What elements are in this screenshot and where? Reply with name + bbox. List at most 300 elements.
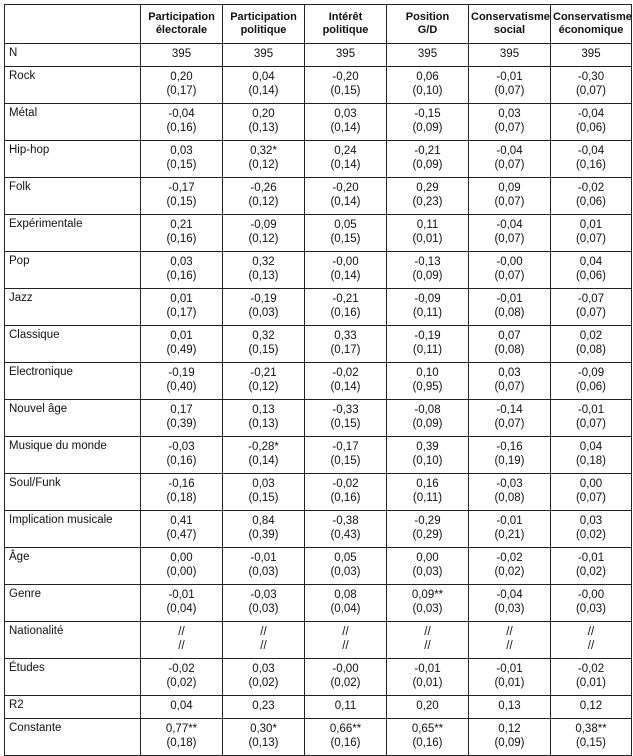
table-cell <box>469 44 551 67</box>
table-cell <box>141 400 223 437</box>
standard-error-value: (0,15) <box>248 492 279 504</box>
standard-error-value: (0,02) <box>166 677 197 689</box>
table-cell <box>223 400 305 437</box>
coefficient-value: // <box>424 626 431 638</box>
coefficient-value: -0,08 <box>414 404 441 416</box>
standard-error-value: (0,13) <box>248 737 279 749</box>
table-cell <box>223 289 305 326</box>
table-cell <box>141 585 223 622</box>
standard-error-value: (0,09) <box>494 737 525 749</box>
coefficient-value: 0,04 <box>579 441 603 453</box>
standard-error-value: (0,11) <box>412 307 443 319</box>
table-cell <box>223 622 305 659</box>
coefficient-value: 0,16 <box>416 478 439 490</box>
table-cell <box>141 215 223 252</box>
standard-error-value: (0,16) <box>166 233 197 245</box>
table-cell <box>305 104 387 141</box>
table-cell <box>305 719 387 756</box>
standard-error-value: (0,16) <box>330 492 361 504</box>
standard-error-value: (0,15) <box>330 233 361 245</box>
table-row <box>5 511 632 548</box>
table-cell <box>387 585 469 622</box>
table-body <box>5 44 632 756</box>
table-row <box>5 585 632 622</box>
coefficient-value: 0,03 <box>170 256 193 268</box>
table-cell <box>223 67 305 104</box>
column-header: Conservatisme social <box>469 5 551 44</box>
coefficient-value: -0,01 <box>577 404 605 416</box>
table-cell <box>141 696 223 719</box>
standard-error-value: (0,00) <box>166 566 197 578</box>
standard-error-value: (0,13) <box>248 122 279 134</box>
coefficient-value: 0,09 <box>498 182 521 194</box>
coefficient-value: -0,01 <box>496 515 523 527</box>
table-cell <box>305 363 387 400</box>
standard-error-value: (0,17) <box>330 344 361 356</box>
coefficient-value: 0,84 <box>252 515 275 527</box>
table-cell <box>551 437 632 474</box>
table-cell <box>305 178 387 215</box>
standard-error-value: (0,07) <box>494 270 525 282</box>
table-cell <box>469 363 551 400</box>
coefficient-value: -0,26 <box>250 182 277 194</box>
table-cell <box>551 215 632 252</box>
coefficient-value: 0,66** <box>329 723 362 735</box>
coefficient-value: 0,00 <box>579 478 603 490</box>
standard-error-value: (0,02) <box>330 677 361 689</box>
coefficient-value: -0,30 <box>577 71 605 83</box>
table-cell <box>551 178 632 215</box>
row-label: Nouvel âge <box>5 400 141 437</box>
table-cell <box>469 548 551 585</box>
coefficient-value: -0,01 <box>168 589 195 601</box>
coefficient-value: 0,03 <box>498 108 521 120</box>
row-label: Âge <box>5 548 141 585</box>
standard-error-value: (0,16) <box>166 122 197 134</box>
standard-error-value: (0,18) <box>166 737 197 749</box>
table-cell <box>305 289 387 326</box>
coefficient-value: -0,03 <box>168 441 195 453</box>
standard-error-value: (0,16) <box>330 737 361 749</box>
coefficient-value: -0,03 <box>250 589 277 601</box>
coefficient-value: -0,02 <box>168 663 195 675</box>
table-cell <box>551 474 632 511</box>
row-label: Folk <box>5 178 141 215</box>
standard-error-value: (0,07) <box>494 122 525 134</box>
coefficient-value: 0,04 <box>252 71 275 83</box>
table-cell <box>305 622 387 659</box>
table-cell <box>223 511 305 548</box>
standard-error-value: (0,07) <box>575 418 607 430</box>
row-label: Jazz <box>5 289 141 326</box>
table-cell <box>223 437 305 474</box>
coefficient-value: 0,01 <box>170 293 193 305</box>
standard-error-value: (0,95) <box>412 381 443 393</box>
standard-error-value: (0,03) <box>575 603 607 615</box>
coefficient-value: -0,17 <box>168 182 195 194</box>
standard-error-value: (0,39) <box>248 529 279 541</box>
standard-error-value: (0,07) <box>494 196 525 208</box>
coefficient-value: 0,17 <box>170 404 193 416</box>
table-cell <box>387 363 469 400</box>
standard-error-value: (0,03) <box>248 566 279 578</box>
column-header: Position G/D <box>387 5 469 44</box>
table-row <box>5 400 632 437</box>
standard-error-value: (0,15) <box>330 418 361 430</box>
table-cell <box>223 326 305 363</box>
standard-error-value: (0,06) <box>575 196 607 208</box>
coefficient-value: // <box>587 626 595 638</box>
coefficient-value: -0,02 <box>496 552 523 564</box>
table-cell <box>305 511 387 548</box>
coefficient-value: 0,01 <box>579 219 603 231</box>
table-cell <box>469 622 551 659</box>
table-cell <box>469 474 551 511</box>
cell-value: 0,12 <box>579 700 603 712</box>
standard-error-value: (0,23) <box>412 196 443 208</box>
table-cell <box>387 178 469 215</box>
table-row <box>5 474 632 511</box>
standard-error-value: (0,15) <box>330 455 361 467</box>
standard-error-value: (0,18) <box>575 455 607 467</box>
table-cell <box>305 252 387 289</box>
coefficient-value: // <box>260 626 267 638</box>
standard-error-value: (0,07) <box>575 492 607 504</box>
coefficient-value: -0,20 <box>332 182 359 194</box>
table-cell <box>223 585 305 622</box>
coefficient-value: -0,00 <box>332 663 359 675</box>
table-cell <box>141 548 223 585</box>
coefficient-value: -0,01 <box>414 663 441 675</box>
coefficient-value: -0,01 <box>250 552 277 564</box>
coefficient-value: -0,21 <box>414 145 441 157</box>
coefficient-value: 0,30* <box>250 723 277 735</box>
row-label: Études <box>5 659 141 696</box>
standard-error-value: (0,09) <box>412 122 443 134</box>
table-cell <box>551 622 632 659</box>
table-cell <box>469 585 551 622</box>
standard-error-value: // <box>178 640 185 652</box>
standard-error-value: (0,14) <box>330 159 361 171</box>
table-cell <box>141 511 223 548</box>
table-cell <box>387 659 469 696</box>
coefficient-value: 0,21 <box>170 219 193 231</box>
table-cell <box>387 511 469 548</box>
standard-error-value: (0,16) <box>330 307 361 319</box>
table-row <box>5 659 632 696</box>
standard-error-value: (0,01) <box>494 677 525 689</box>
standard-error-value: (0,10) <box>412 455 443 467</box>
coefficient-value: -0,20 <box>332 71 359 83</box>
standard-error-value: (0,10) <box>412 85 443 97</box>
table-cell <box>387 141 469 178</box>
coefficient-value: 0,03 <box>579 515 603 527</box>
coefficient-value: -0,02 <box>577 663 605 675</box>
coefficient-value: 0,39 <box>416 441 439 453</box>
standard-error-value: (0,01) <box>412 677 443 689</box>
row-label: Rock <box>5 67 141 104</box>
coefficient-value: -0,09 <box>250 219 277 231</box>
standard-error-value: (0,03) <box>494 603 525 615</box>
cell-value: 0,20 <box>416 700 439 712</box>
row-label: Métal <box>5 104 141 141</box>
table-row <box>5 44 632 67</box>
table-row <box>5 622 632 659</box>
standard-error-value: (0,12) <box>248 381 279 393</box>
coefficient-value: 0,32 <box>252 256 275 268</box>
table-cell <box>387 719 469 756</box>
standard-error-value: (0,03) <box>412 603 443 615</box>
standard-error-value: (0,13) <box>248 418 279 430</box>
coefficient-value: 0,04 <box>579 256 603 268</box>
table-cell <box>387 252 469 289</box>
coefficient-value: -0,04 <box>168 108 195 120</box>
table-cell <box>141 289 223 326</box>
coefficient-value: -0,15 <box>414 108 441 120</box>
table-cell <box>387 215 469 252</box>
coefficient-value: -0,04 <box>577 145 605 157</box>
standard-error-value: // <box>587 640 595 652</box>
table-cell <box>141 659 223 696</box>
standard-error-value: (0,02) <box>494 566 525 578</box>
table-row <box>5 548 632 585</box>
coefficient-value: 0,12 <box>498 723 521 735</box>
table-cell <box>551 585 632 622</box>
standard-error-value: (0,02) <box>575 529 607 541</box>
cell-value: 0,23 <box>252 700 275 712</box>
cell-value: 395 <box>581 48 601 60</box>
standard-error-value: (0,03) <box>248 603 279 615</box>
table-row <box>5 326 632 363</box>
coefficient-value: -0,19 <box>250 293 277 305</box>
standard-error-value: (0,03) <box>330 566 361 578</box>
coefficient-value: 0,05 <box>334 219 357 231</box>
coefficient-value: 0,77** <box>165 723 198 735</box>
standard-error-value: (0,01) <box>412 233 443 245</box>
standard-error-value: // <box>342 640 349 652</box>
table-cell <box>469 400 551 437</box>
standard-error-value: (0,13) <box>248 270 279 282</box>
cell-value: 395 <box>335 48 356 60</box>
standard-error-value: (0,12) <box>248 159 279 171</box>
standard-error-value: (0,09) <box>412 418 443 430</box>
table-cell <box>223 659 305 696</box>
row-label: Musique du monde <box>5 437 141 474</box>
standard-error-value: (0,47) <box>166 529 197 541</box>
table-cell <box>551 141 632 178</box>
standard-error-value: (0,21) <box>494 529 525 541</box>
table-cell <box>305 659 387 696</box>
table-cell <box>387 622 469 659</box>
coefficient-value: -0,02 <box>332 478 359 490</box>
table-cell <box>305 548 387 585</box>
standard-error-value: (0,11) <box>412 492 443 504</box>
table-cell <box>387 289 469 326</box>
standard-error-value: (0,07) <box>494 418 525 430</box>
standard-error-value: (0,02) <box>248 677 279 689</box>
standard-error-value: (0,07) <box>575 307 607 319</box>
table-cell <box>305 474 387 511</box>
table-cell <box>469 511 551 548</box>
table-row <box>5 252 632 289</box>
column-header: Participation électorale <box>141 5 223 44</box>
table-cell <box>223 696 305 719</box>
coefficient-value: -0,19 <box>168 367 195 379</box>
standard-error-value: (0,15) <box>575 737 607 749</box>
coefficient-value: -0,09 <box>414 293 441 305</box>
table-row <box>5 67 632 104</box>
table-row <box>5 215 632 252</box>
coefficient-value: // <box>506 626 513 638</box>
coefficient-value: 0,65** <box>411 723 444 735</box>
table-cell <box>387 696 469 719</box>
standard-error-value: (0,16) <box>575 159 607 171</box>
row-label: Electronique <box>5 363 141 400</box>
coefficient-value: -0,04 <box>496 589 523 601</box>
standard-error-value: // <box>506 640 513 652</box>
coefficient-value: -0,01 <box>496 293 523 305</box>
standard-error-value: (0,14) <box>330 122 361 134</box>
table-cell <box>223 44 305 67</box>
table-cell <box>223 178 305 215</box>
coefficient-value: 0,03 <box>498 367 521 379</box>
table-cell <box>141 622 223 659</box>
row-label: Nationalité <box>5 622 141 659</box>
coefficient-value: // <box>342 626 349 638</box>
standard-error-value: (0,09) <box>412 270 443 282</box>
coefficient-value: -0,03 <box>496 478 523 490</box>
coefficient-value: 0,03 <box>252 663 275 675</box>
table-cell <box>141 252 223 289</box>
table-cell <box>305 215 387 252</box>
standard-error-value: (0,17) <box>166 85 197 97</box>
table-cell <box>223 719 305 756</box>
standard-error-value: (0,08) <box>575 344 607 356</box>
coefficient-value: -0,38 <box>332 515 359 527</box>
coefficient-value: -0,14 <box>496 404 523 416</box>
row-label: Constante <box>5 719 141 756</box>
standard-error-value: (0,04) <box>330 603 361 615</box>
table-cell <box>469 178 551 215</box>
table-cell <box>305 67 387 104</box>
table-row <box>5 363 632 400</box>
table-cell <box>551 67 632 104</box>
table-row <box>5 104 632 141</box>
table-cell <box>141 363 223 400</box>
coefficient-value: 0,01 <box>170 330 193 342</box>
row-label: Genre <box>5 585 141 622</box>
coefficient-value: -0,04 <box>496 219 523 231</box>
coefficient-value: -0,29 <box>414 515 441 527</box>
coefficient-value: 0,07 <box>498 330 521 342</box>
standard-error-value: (0,18) <box>166 492 197 504</box>
table-cell <box>223 548 305 585</box>
table-cell <box>551 548 632 585</box>
standard-error-value: (0,11) <box>412 344 443 356</box>
table-cell <box>387 104 469 141</box>
table-cell <box>469 141 551 178</box>
coefficient-value: 0,11 <box>416 219 439 231</box>
standard-error-value: (0,17) <box>166 307 197 319</box>
column-header: Participation politique <box>223 5 305 44</box>
coefficient-value: 0,10 <box>416 367 439 379</box>
standard-error-value: (0,03) <box>248 307 279 319</box>
coefficient-value: -0,17 <box>332 441 359 453</box>
coefficient-value: 0,00 <box>170 552 193 564</box>
cell-value: 395 <box>417 48 438 60</box>
coefficient-value: 0,20 <box>252 108 275 120</box>
row-label: Soul/Funk <box>5 474 141 511</box>
table-cell <box>305 696 387 719</box>
coefficient-value: -0,02 <box>577 182 605 194</box>
standard-error-value: (0,06) <box>575 270 607 282</box>
coefficient-value: -0,19 <box>414 330 441 342</box>
standard-error-value: (0,19) <box>494 455 525 467</box>
table-cell <box>469 67 551 104</box>
standard-error-value: (0,07) <box>494 381 525 393</box>
table-cell <box>387 67 469 104</box>
table-cell <box>387 474 469 511</box>
table-row <box>5 289 632 326</box>
table-cell <box>469 326 551 363</box>
table-cell <box>223 104 305 141</box>
standard-error-value: (0,09) <box>412 159 443 171</box>
coefficient-value: -0,04 <box>577 108 605 120</box>
table-cell <box>141 67 223 104</box>
standard-error-value: (0,14) <box>330 381 361 393</box>
table-cell <box>551 363 632 400</box>
table-row <box>5 696 632 719</box>
standard-error-value: (0,43) <box>330 529 361 541</box>
standard-error-value: (0,15) <box>248 344 279 356</box>
table-cell <box>141 719 223 756</box>
table-cell <box>141 474 223 511</box>
coefficient-value: 0,06 <box>416 71 439 83</box>
standard-error-value: (0,29) <box>412 529 443 541</box>
coefficient-value: -0,16 <box>168 478 195 490</box>
coefficient-value: 0,13 <box>252 404 275 416</box>
table-cell <box>551 289 632 326</box>
standard-error-value: // <box>260 640 267 652</box>
coefficient-value: -0,00 <box>577 589 605 601</box>
table-cell <box>551 719 632 756</box>
coefficient-value: 0,02 <box>579 330 603 342</box>
standard-error-value: (0,49) <box>166 344 197 356</box>
table-cell <box>305 44 387 67</box>
table-cell <box>223 363 305 400</box>
cell-value: 395 <box>253 48 274 60</box>
table-cell <box>305 326 387 363</box>
standard-error-value: (0,14) <box>330 270 361 282</box>
table-cell <box>141 326 223 363</box>
row-label: Hip-hop <box>5 141 141 178</box>
standard-error-value: (0,39) <box>166 418 197 430</box>
table-cell <box>305 437 387 474</box>
standard-error-value: (0,12) <box>248 196 279 208</box>
standard-error-value: (0,08) <box>494 344 525 356</box>
standard-error-value: (0,01) <box>575 677 607 689</box>
standard-error-value: (0,15) <box>166 196 197 208</box>
coefficient-value: 0,38** <box>575 723 607 735</box>
table-cell <box>387 437 469 474</box>
standard-error-value: (0,40) <box>166 381 197 393</box>
table-cell <box>551 696 632 719</box>
table-cell <box>223 215 305 252</box>
coefficient-value: 0,03 <box>334 108 357 120</box>
standard-error-value: (0,08) <box>494 492 525 504</box>
standard-error-value: (0,15) <box>166 159 197 171</box>
header-corner <box>5 5 141 44</box>
